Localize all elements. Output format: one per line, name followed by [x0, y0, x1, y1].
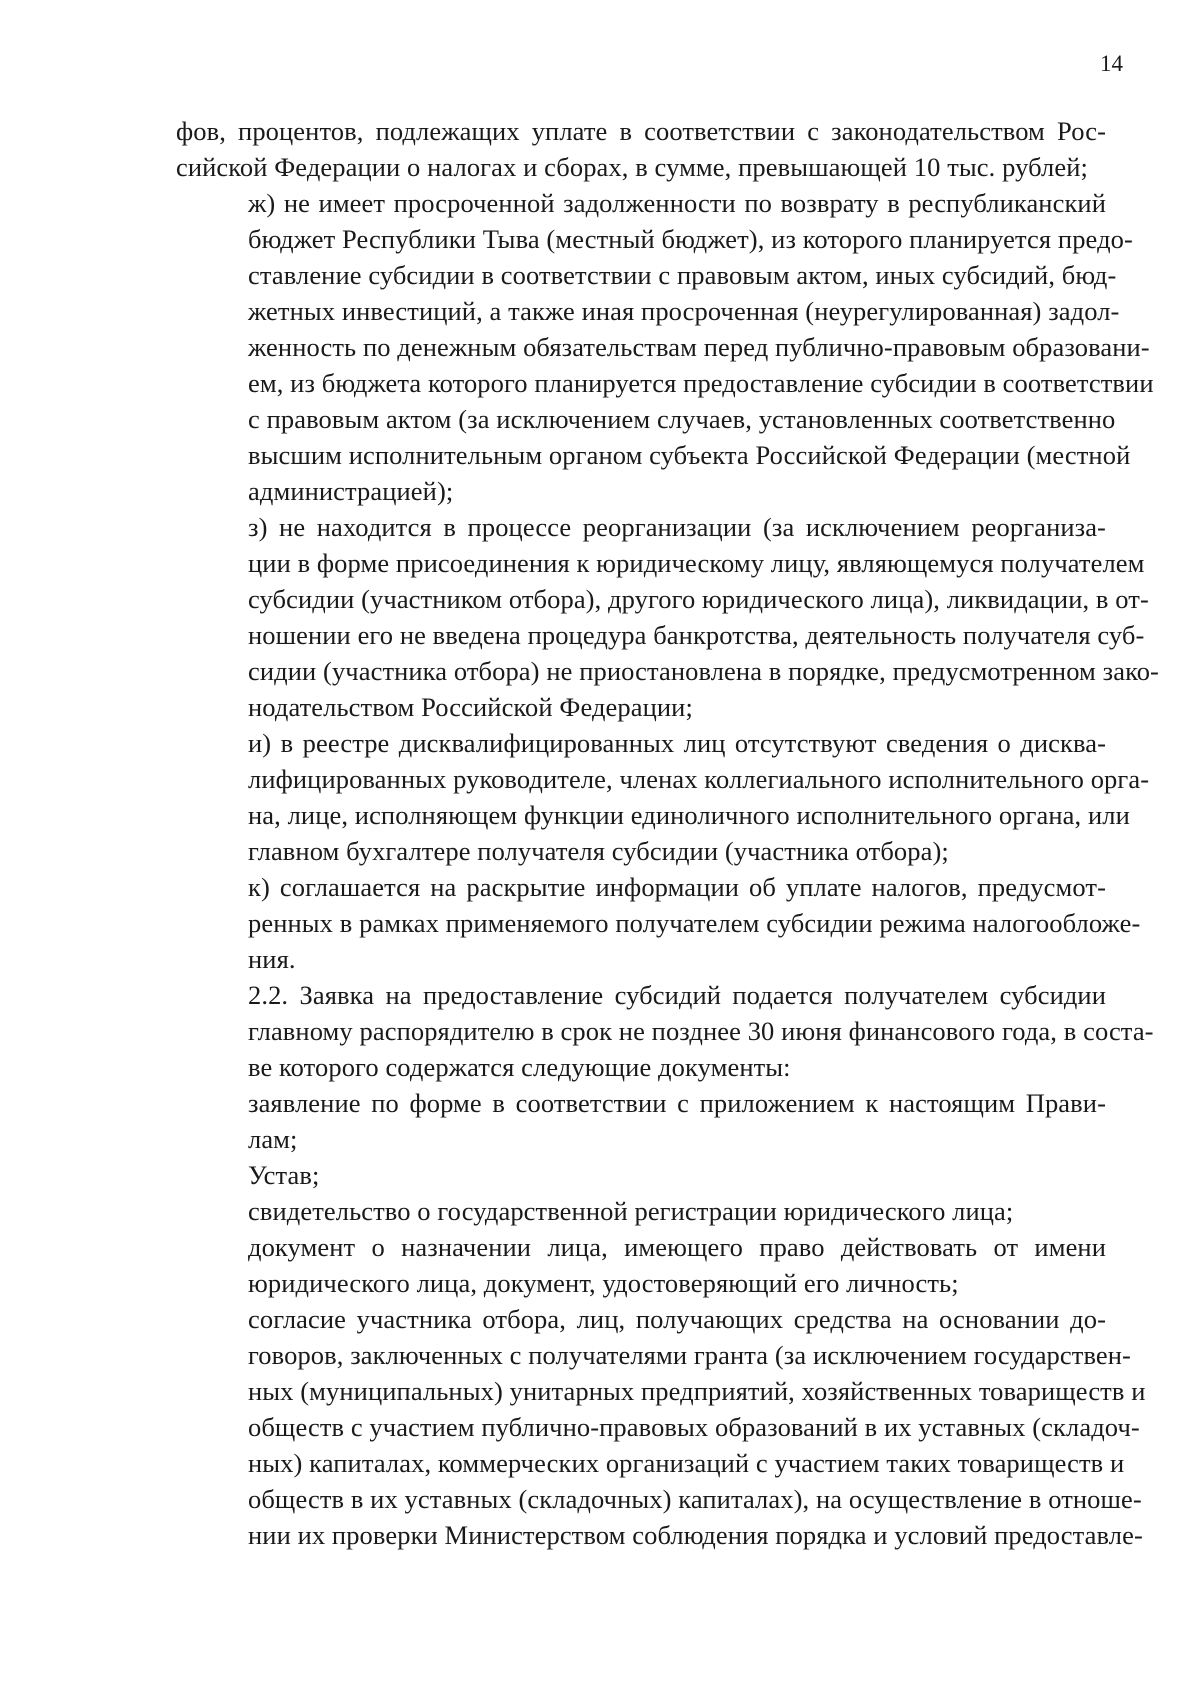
text-line: нодательством Российской Федерации; [248, 692, 693, 722]
paragraph-k [176, 869, 1141, 977]
text-line: юридического лица, документ, удостоверяющий его личность; [248, 1268, 959, 1298]
paragraph-zh [176, 185, 1154, 509]
text-line: сидии (участника отбора) не приостановлена в порядке, предусмотренном зако- [248, 656, 1159, 686]
paragraph-continuation [176, 113, 1106, 185]
text-line: с правовым актом (за исключением случаев, установленных соответственно [248, 404, 1116, 434]
text-line: ж) не имеет просроченной задолженности по возврату в республиканский [248, 188, 1106, 218]
text-line: администрацией); [248, 476, 454, 506]
text-line: и) в реестре дисквалифицированных лиц отсутствуют сведения о дисква- [248, 728, 1106, 758]
text-line: з) не находится в процессе реорганизации (за исключением реорганиза- [248, 512, 1106, 542]
text-line: к) соглашается на раскрытие информации об уплате налогов, предусмот- [248, 872, 1106, 902]
text-line: сийской Федерации о налогах и сборах, в сумме, превышающей 10 тыс. рублей; [176, 152, 1088, 182]
text-line: ции в форме присоединения к юридическому лицу, являющемуся получателем [248, 548, 1145, 578]
text-line: ренных в рамках применяемого получателем субсидии режима налогообложе- [248, 908, 1141, 938]
text-line: ных) капиталах, коммерческих организаций с участием таких товариществ и [248, 1448, 1125, 1478]
text-line: заявление по форме в соответствии с приложением к настоящим Прави- [248, 1088, 1106, 1118]
paragraph-svidetelstvo [176, 1193, 1106, 1229]
text-line: ных (муниципальных) унитарных предприятий, хозяйственных товариществ и [248, 1376, 1146, 1406]
text-line: Устав; [248, 1160, 320, 1190]
text-line: говоров, заключенных с получателями гранта (за исключением государствен- [248, 1340, 1131, 1370]
text-line: на, лице, исполняющем функции единоличного исполнительного органа, или [248, 800, 1130, 830]
page-number: 14 [1100, 51, 1123, 76]
text-line: согласие участника отбора, лиц, получающих средства на основании до- [248, 1304, 1106, 1334]
text-line: женность по денежным обязательствам перед публично-правовым образовани- [248, 332, 1150, 362]
text-line: жетных инвестиций, а также иная просроченная (неурегулированная) задол- [248, 296, 1120, 326]
text-line: ставление субсидии в соответствии с правовым актом, иных субсидий, бюд- [248, 260, 1117, 290]
paragraph-zayavlenie [176, 1085, 1106, 1157]
paragraph-i [176, 725, 1150, 869]
text-line: субсидии (участником отбора), другого юридического лица), ликвидации, в от- [248, 584, 1149, 614]
text-line: ве которого содержатся следующие документы: [248, 1052, 791, 1082]
text-line: ем, из бюджета которого планируется предоставление субсидии в соответствии [248, 368, 1154, 398]
paragraph-z [176, 509, 1159, 725]
paragraph-dokument [176, 1229, 1106, 1301]
text-line: высшим исполнительным органом субъекта Российской Федерации (местной [248, 440, 1131, 470]
text-line: лам; [248, 1124, 298, 1154]
document-body [176, 113, 1159, 1553]
text-line: бюджет Республики Тыва (местный бюджет), из которого планируется предо- [248, 224, 1133, 254]
text-line: ношении его не введена процедура банкротства, деятельность получателя суб- [248, 620, 1145, 650]
text-line: документ о назначении лица, имеющего право действовать от имени [248, 1232, 1106, 1262]
text-line: свидетельство о государственной регистрации юридического лица; [248, 1196, 1014, 1226]
text-line: обществ в их уставных (складочных) капиталах), на осуществление в отноше- [248, 1484, 1142, 1514]
text-line: лифицированных руководителе, членах коллегиального исполнительного орга- [248, 764, 1150, 794]
paragraph-ustav [176, 1157, 1106, 1193]
text-line: главном бухгалтере получателя субсидии (участника отбора); [248, 836, 949, 866]
text-line: главному распорядителю в срок не позднее 30 июня финансового года, в соста- [248, 1016, 1154, 1046]
text-line: нии их проверки Министерством соблюдения порядка и условий предоставле- [248, 1520, 1143, 1550]
paragraph-2-2 [176, 977, 1154, 1085]
paragraph-soglasie [176, 1301, 1146, 1553]
text-line: фов, процентов, подлежащих уплате в соответствии с законодательством Рос- [176, 116, 1106, 146]
text-line: ния. [248, 944, 296, 974]
text-line: обществ с участием публично-правовых образований в их уставных (складоч- [248, 1412, 1140, 1442]
text-line: 2.2. Заявка на предоставление субсидий подается получателем субсидии [248, 980, 1106, 1010]
